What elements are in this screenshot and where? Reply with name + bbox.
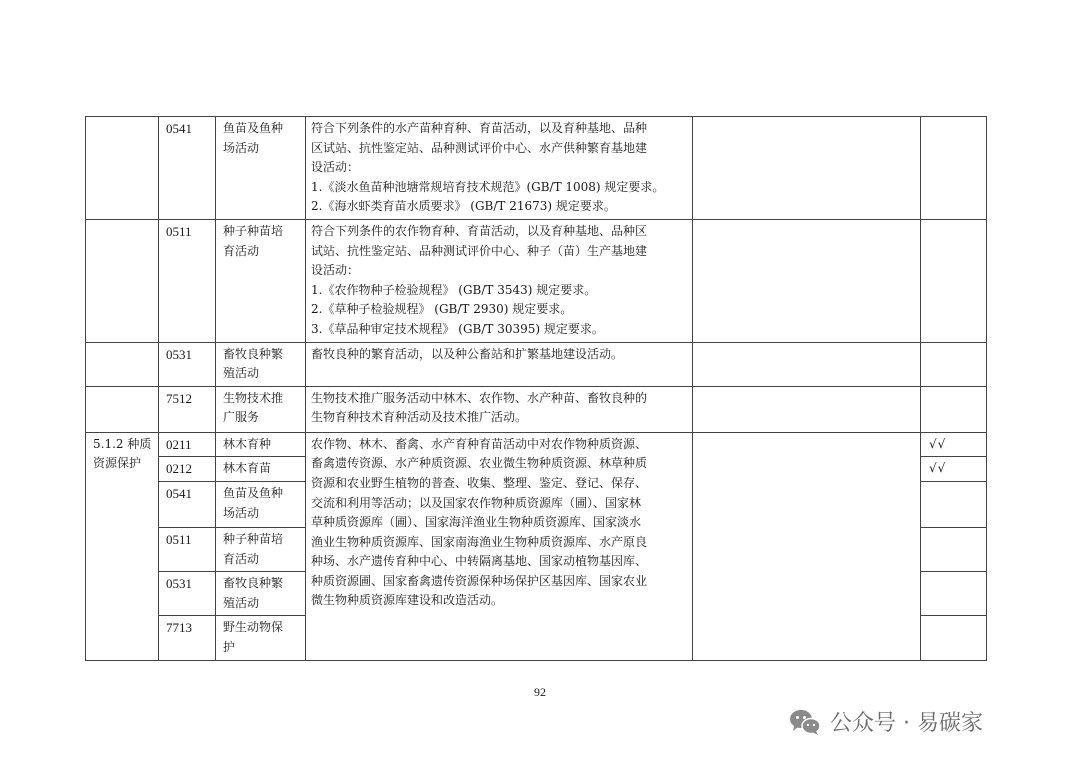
industry-code: 0531 <box>159 342 216 386</box>
industry-code: 0511 <box>159 219 216 342</box>
industry-code: 0531 <box>159 572 216 616</box>
section-label: 5.1.2 种质 资源保护 <box>86 432 159 661</box>
category-cell <box>86 386 159 432</box>
category-cell <box>86 117 159 220</box>
industry-code: 0511 <box>159 527 216 571</box>
industry-code: 0541 <box>159 481 216 527</box>
check-mark: √√ <box>921 457 987 482</box>
empty-cell <box>693 386 921 432</box>
empty-cell <box>693 432 921 661</box>
category-cell <box>86 342 159 386</box>
table-row <box>86 386 987 432</box>
section-description: 农作物、林木、畜禽、水产育种育苗活动中对农作物种质资源、 畜禽遗传资源、水产种质资源、农业微生物种质资源、林草种质 资源和农业野生植物的普查、收集、整理、鉴定、登记、保存、 交流和利用等活动；以及国家农作物种质资源库（圃）、国家林 草种质资源库（圃）、国家海洋渔业生物种质资源库、国家淡水 渔业生物种质资源库、国家南海渔业生物种质资源库、水产原良 种场、水产遗传育种中心、中转隔离基地、国家动植物基因库、 种质资源圃、国家畜禽遗传资源保种场保护区基因库、国家农业 微生物种质资源库建设和改造活动。 <box>306 432 693 661</box>
industry-name: 种子种苗培 育活动 <box>216 219 306 342</box>
check-mark <box>921 527 987 571</box>
check-cell <box>921 386 987 432</box>
wechat-icon <box>788 707 822 737</box>
industry-name: 畜牧良种繁 殖活动 <box>216 342 306 386</box>
watermark <box>788 706 983 737</box>
watermark-text: 公众号 · 易碳家 <box>830 711 983 736</box>
industry-name: 鱼苗及鱼种 场活动 <box>216 117 306 220</box>
page-number: 92 <box>534 685 546 699</box>
empty-cell <box>693 117 921 220</box>
industry-code: 7713 <box>159 616 216 661</box>
activity-description: 符合下列条件的农作物育种、育苗活动，以及育种基地、品种区 试站、抗性鉴定站、品种测试评价中心、种子（苗）生产基地建 设活动： 1.《农作物种子检验规程》 (GB/T 3543) 规定要求。 2.《草种子检验规程》 (GB/T 2930) 规定要求。 3.《草品种审定技术规程》 (GB/T 30395) 规定要求。 <box>306 219 693 342</box>
industry-name: 野生动物保 护 <box>216 616 306 661</box>
industry-name: 畜牧良种繁 殖活动 <box>216 572 306 616</box>
industry-name: 鱼苗及鱼种 场活动 <box>216 481 306 527</box>
table-row <box>86 219 987 342</box>
industry-name: 林木育种 <box>216 432 306 457</box>
activity-description: 符合下列条件的水产苗种育种、育苗活动，以及育种基地、品种 区试站、抗性鉴定站、品种测试评价中心、水产供种繁育基地建 设活动： 1.《淡水鱼苗种池塘常规培育技术规范》(GB/T 1008) 规定要求。 2.《海水虾类育苗水质要求》 (GB/T 21673) 规定要求。 <box>306 117 693 220</box>
industry-table <box>85 116 987 661</box>
check-mark <box>921 481 987 527</box>
industry-code: 7512 <box>159 386 216 432</box>
industry-name: 生物技术推 广服务 <box>216 386 306 432</box>
industry-name: 林木育苗 <box>216 457 306 482</box>
check-cell <box>921 342 987 386</box>
industry-name: 种子种苗培 育活动 <box>216 527 306 571</box>
industry-code: 0212 <box>159 457 216 482</box>
empty-cell <box>693 342 921 386</box>
industry-code: 0541 <box>159 117 216 220</box>
industry-code: 0211 <box>159 432 216 457</box>
check-mark <box>921 616 987 661</box>
check-mark <box>921 572 987 616</box>
check-cell <box>921 117 987 220</box>
activity-description: 畜牧良种的繁育活动，以及种公畜站和扩繁基地建设活动。 <box>306 342 693 386</box>
check-cell <box>921 219 987 342</box>
table-row <box>86 432 987 457</box>
empty-cell <box>693 219 921 342</box>
table-row <box>86 117 987 220</box>
activity-description: 生物技术推广服务活动中林木、农作物、水产种苗、畜牧良种的 生物育种技术育种活动及技术推广活动。 <box>306 386 693 432</box>
table-row <box>86 342 987 386</box>
category-cell <box>86 219 159 342</box>
check-mark: √√ <box>921 432 987 457</box>
